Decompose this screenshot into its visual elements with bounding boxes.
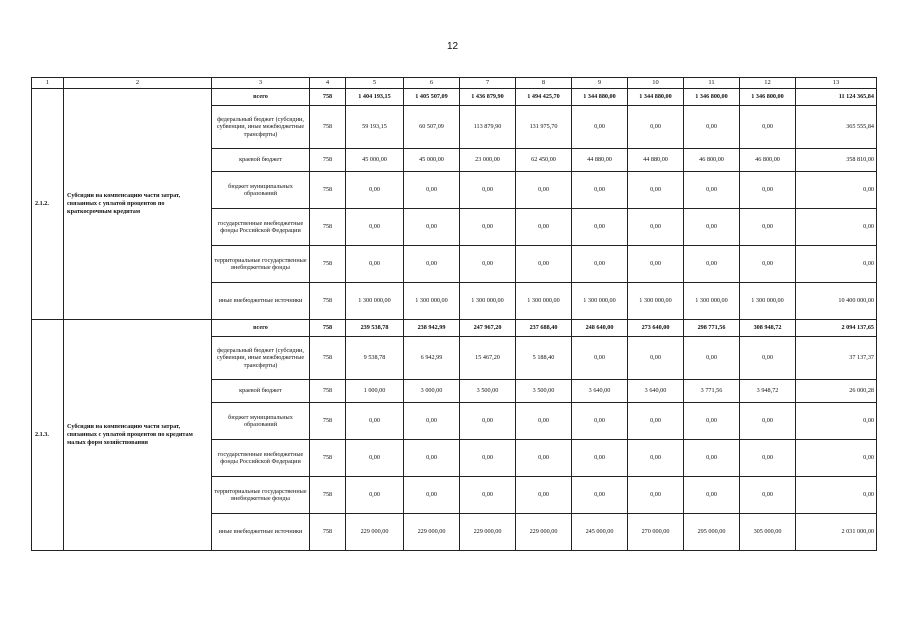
admin-code: 758 (310, 283, 346, 320)
total-cell: 365 555,84 (796, 106, 877, 149)
year-value-cell: 0,00 (404, 477, 460, 514)
year-value-cell: 0,00 (740, 337, 796, 380)
year-value-cell: 0,00 (404, 209, 460, 246)
budget-table (31, 77, 877, 551)
year-value-cell: 0,00 (404, 172, 460, 209)
year-value-cell: 0,00 (628, 209, 684, 246)
column-header: 9 (572, 78, 628, 89)
year-value-cell: 3 640,00 (628, 380, 684, 403)
year-value-cell: 0,00 (572, 337, 628, 380)
year-value-cell: 229 000,00 (516, 514, 572, 551)
section-description: Субсидии на компенсацию части затрат, связанных с уплатой процентов по кредитам малых форм хозяйствования (64, 320, 212, 551)
column-header: 4 (310, 78, 346, 89)
admin-code: 758 (310, 440, 346, 477)
table-body (32, 78, 877, 551)
funding-source: территориальные государственные внебюджетные фонды (212, 246, 310, 283)
year-value-cell: 0,00 (628, 477, 684, 514)
year-value-cell: 298 771,56 (684, 320, 740, 337)
funding-source: иные внебюджетные источники (212, 283, 310, 320)
year-value-cell: 0,00 (740, 246, 796, 283)
year-value-cell: 1 346 800,00 (740, 89, 796, 106)
year-value-cell: 44 880,00 (628, 149, 684, 172)
section-code: 2.1.2. (32, 89, 64, 320)
year-value-cell: 3 948,72 (740, 380, 796, 403)
year-value-cell: 0,00 (460, 172, 516, 209)
year-value-cell: 1 300 000,00 (346, 283, 404, 320)
year-value-cell: 229 000,00 (346, 514, 404, 551)
funding-source: иные внебюджетные источники (212, 514, 310, 551)
section-description: Субсидии на компенсацию части затрат, связанных с уплатой процентов по краткосрочным кредитам (64, 89, 212, 320)
year-value-cell: 0,00 (684, 209, 740, 246)
year-value-cell: 3 000,00 (404, 380, 460, 403)
year-value-cell: 60 507,09 (404, 106, 460, 149)
total-cell: 0,00 (796, 209, 877, 246)
year-value-cell: 0,00 (740, 403, 796, 440)
year-value-cell: 0,00 (516, 403, 572, 440)
year-value-cell: 62 450,00 (516, 149, 572, 172)
column-header: 7 (460, 78, 516, 89)
year-value-cell: 0,00 (740, 172, 796, 209)
year-value-cell: 0,00 (628, 403, 684, 440)
year-value-cell: 1 300 000,00 (404, 283, 460, 320)
year-value-cell: 0,00 (346, 209, 404, 246)
year-value-cell: 1 300 000,00 (460, 283, 516, 320)
year-value-cell: 9 538,78 (346, 337, 404, 380)
total-cell: 0,00 (796, 477, 877, 514)
funding-source: всего (212, 320, 310, 337)
year-value-cell: 305 000,00 (740, 514, 796, 551)
year-value-cell: 0,00 (572, 246, 628, 283)
year-value-cell: 0,00 (460, 246, 516, 283)
total-cell: 0,00 (796, 440, 877, 477)
total-cell: 0,00 (796, 246, 877, 283)
year-value-cell: 1 300 000,00 (684, 283, 740, 320)
year-value-cell: 245 000,00 (572, 514, 628, 551)
year-value-cell: 0,00 (684, 106, 740, 149)
year-value-cell: 3 640,00 (572, 380, 628, 403)
total-cell: 2 094 137,65 (796, 320, 877, 337)
year-value-cell: 270 000,00 (628, 514, 684, 551)
year-value-cell: 3 771,56 (684, 380, 740, 403)
year-value-cell: 0,00 (572, 106, 628, 149)
year-value-cell: 0,00 (628, 106, 684, 149)
year-value-cell: 0,00 (572, 403, 628, 440)
funding-source: государственные внебюджетные фонды Российской Федерации (212, 440, 310, 477)
year-value-cell: 0,00 (404, 246, 460, 283)
year-value-cell: 46 800,00 (684, 149, 740, 172)
funding-source: территориальные государственные внебюджетные фонды (212, 477, 310, 514)
admin-code: 758 (310, 337, 346, 380)
year-value-cell: 1 000,00 (346, 380, 404, 403)
year-value-cell: 0,00 (628, 172, 684, 209)
year-value-cell: 0,00 (684, 172, 740, 209)
year-value-cell: 1 494 425,70 (516, 89, 572, 106)
year-value-cell: 131 975,70 (516, 106, 572, 149)
admin-code: 758 (310, 403, 346, 440)
column-header: 2 (64, 78, 212, 89)
year-value-cell: 0,00 (346, 477, 404, 514)
year-value-cell: 0,00 (684, 337, 740, 380)
admin-code: 758 (310, 380, 346, 403)
year-value-cell: 0,00 (346, 403, 404, 440)
total-cell: 0,00 (796, 172, 877, 209)
year-value-cell: 0,00 (684, 403, 740, 440)
year-value-cell: 0,00 (684, 440, 740, 477)
year-value-cell: 0,00 (404, 440, 460, 477)
column-header: 13 (796, 78, 877, 89)
funding-source: бюджет муниципальных образований (212, 403, 310, 440)
year-value-cell: 113 879,90 (460, 106, 516, 149)
page-number: 12 (446, 41, 459, 52)
total-cell: 2 031 000,00 (796, 514, 877, 551)
year-value-cell: 45 000,00 (404, 149, 460, 172)
year-value-cell: 0,00 (628, 440, 684, 477)
year-value-cell: 295 000,00 (684, 514, 740, 551)
column-header: 5 (346, 78, 404, 89)
year-value-cell: 5 188,40 (516, 337, 572, 380)
year-value-cell: 46 800,00 (740, 149, 796, 172)
year-value-cell: 0,00 (516, 209, 572, 246)
year-value-cell: 1 346 800,00 (684, 89, 740, 106)
year-value-cell: 0,00 (628, 337, 684, 380)
admin-code: 758 (310, 246, 346, 283)
year-value-cell: 0,00 (516, 172, 572, 209)
table-row (32, 320, 877, 337)
year-value-cell: 1 300 000,00 (740, 283, 796, 320)
year-value-cell: 1 436 879,90 (460, 89, 516, 106)
year-value-cell: 229 000,00 (460, 514, 516, 551)
year-value-cell: 1 300 000,00 (572, 283, 628, 320)
year-value-cell: 0,00 (740, 477, 796, 514)
year-value-cell: 0,00 (572, 172, 628, 209)
admin-code: 758 (310, 172, 346, 209)
total-cell: 11 124 365,84 (796, 89, 877, 106)
year-value-cell: 0,00 (516, 440, 572, 477)
funding-source: федеральный бюджет (субсидии, субвенции, иные межбюджетные трансферты) (212, 106, 310, 149)
column-header: 12 (740, 78, 796, 89)
admin-code: 758 (310, 106, 346, 149)
year-value-cell: 238 942,99 (404, 320, 460, 337)
total-cell: 37 137,37 (796, 337, 877, 380)
funding-source: всего (212, 89, 310, 106)
year-value-cell: 3 500,00 (516, 380, 572, 403)
year-value-cell: 0,00 (516, 477, 572, 514)
total-cell: 26 000,28 (796, 380, 877, 403)
total-cell: 10 400 000,00 (796, 283, 877, 320)
year-value-cell: 273 640,00 (628, 320, 684, 337)
year-value-cell: 0,00 (346, 246, 404, 283)
year-value-cell: 3 500,00 (460, 380, 516, 403)
year-value-cell: 308 948,72 (740, 320, 796, 337)
admin-code: 758 (310, 514, 346, 551)
year-value-cell: 0,00 (740, 106, 796, 149)
year-value-cell: 1 300 000,00 (516, 283, 572, 320)
admin-code: 758 (310, 477, 346, 514)
year-value-cell: 0,00 (404, 403, 460, 440)
year-value-cell: 247 967,20 (460, 320, 516, 337)
year-value-cell: 1 405 507,09 (404, 89, 460, 106)
year-value-cell: 0,00 (572, 209, 628, 246)
admin-code: 758 (310, 209, 346, 246)
year-value-cell: 0,00 (346, 172, 404, 209)
year-value-cell: 1 404 193,15 (346, 89, 404, 106)
column-header: 6 (404, 78, 460, 89)
year-value-cell: 0,00 (460, 477, 516, 514)
column-header: 3 (212, 78, 310, 89)
year-value-cell: 0,00 (740, 209, 796, 246)
year-value-cell: 0,00 (684, 477, 740, 514)
year-value-cell: 248 640,00 (572, 320, 628, 337)
section-code: 2.1.3. (32, 320, 64, 551)
column-header: 1 (32, 78, 64, 89)
column-header: 10 (628, 78, 684, 89)
year-value-cell: 6 942,99 (404, 337, 460, 380)
year-value-cell: 1 300 000,00 (628, 283, 684, 320)
total-cell: 358 810,00 (796, 149, 877, 172)
year-value-cell: 237 688,40 (516, 320, 572, 337)
year-value-cell: 239 538,78 (346, 320, 404, 337)
year-value-cell: 229 000,00 (404, 514, 460, 551)
year-value-cell: 0,00 (628, 246, 684, 283)
year-value-cell: 0,00 (572, 477, 628, 514)
admin-code: 758 (310, 89, 346, 106)
table-row (32, 89, 877, 106)
year-value-cell: 0,00 (516, 246, 572, 283)
year-value-cell: 0,00 (460, 403, 516, 440)
funding-source: бюджет муниципальных образований (212, 172, 310, 209)
year-value-cell: 0,00 (684, 246, 740, 283)
funding-source: краевой бюджет (212, 149, 310, 172)
admin-code: 758 (310, 320, 346, 337)
column-header: 11 (684, 78, 740, 89)
year-value-cell: 23 000,00 (460, 149, 516, 172)
funding-source: федеральный бюджет (субсидии, субвенции, иные межбюджетные трансферты) (212, 337, 310, 380)
column-header: 8 (516, 78, 572, 89)
year-value-cell: 0,00 (460, 209, 516, 246)
admin-code: 758 (310, 149, 346, 172)
year-value-cell: 45 000,00 (346, 149, 404, 172)
funding-source: краевой бюджет (212, 380, 310, 403)
year-value-cell: 0,00 (346, 440, 404, 477)
total-cell: 0,00 (796, 403, 877, 440)
year-value-cell: 44 880,00 (572, 149, 628, 172)
year-value-cell: 1 344 880,00 (572, 89, 628, 106)
header-row (32, 78, 877, 89)
funding-source: государственные внебюджетные фонды Российской Федерации (212, 209, 310, 246)
year-value-cell: 15 467,20 (460, 337, 516, 380)
year-value-cell: 0,00 (460, 440, 516, 477)
year-value-cell: 0,00 (740, 440, 796, 477)
year-value-cell: 1 344 880,00 (628, 89, 684, 106)
year-value-cell: 59 193,15 (346, 106, 404, 149)
year-value-cell: 0,00 (572, 440, 628, 477)
